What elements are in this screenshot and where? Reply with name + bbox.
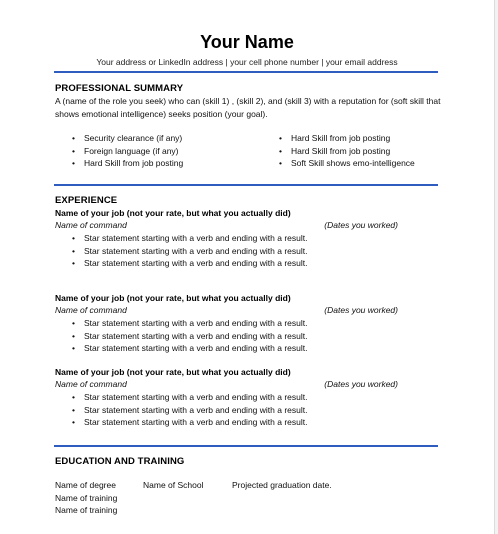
bullet-icon: • bbox=[72, 145, 75, 156]
degree-name: Name of degree bbox=[55, 480, 116, 490]
bullet-icon: • bbox=[72, 404, 75, 415]
list-item: • Hard Skill from job posting bbox=[279, 133, 391, 143]
bullet-icon: • bbox=[72, 245, 75, 256]
bullet-icon: • bbox=[72, 417, 75, 427]
job-title: Name of your job (not your rate, but what you actually did) bbox=[55, 293, 291, 303]
list-item: • Star statement starting with a verb and ending with a result. bbox=[72, 233, 308, 243]
job-title: Name of your job (not your rate, but what you actually did) bbox=[55, 367, 291, 377]
summary-heading: PROFESSIONAL SUMMARY bbox=[55, 83, 184, 94]
job-dates: (Dates you worked) bbox=[324, 379, 398, 389]
list-item: • Hard Skill from job posting bbox=[72, 158, 184, 168]
list-item: • Foreign language (if any) bbox=[72, 145, 179, 156]
training-name: Name of training bbox=[55, 505, 118, 515]
list-item: • Star statement starting with a verb and ending with a result. bbox=[72, 343, 308, 353]
experience-heading: EXPERIENCE bbox=[55, 195, 118, 206]
bullet-icon: • bbox=[72, 233, 75, 243]
bullet-icon: • bbox=[72, 133, 75, 143]
bullet-icon: • bbox=[72, 158, 75, 168]
bullet-icon: • bbox=[279, 158, 282, 168]
section-rule bbox=[54, 184, 438, 186]
page-edge bbox=[494, 0, 498, 534]
list-item: • Star statement starting with a verb and ending with a result. bbox=[72, 258, 308, 268]
contact-line: Your address or LinkedIn address | your cell phone number | your email address bbox=[96, 57, 398, 67]
list-item: • Star statement starting with a verb and ending with a result. bbox=[72, 318, 308, 328]
section-rule bbox=[54, 71, 438, 73]
school-name: Name of School bbox=[143, 480, 204, 490]
job-bullets bbox=[70, 232, 307, 270]
bullet-icon: • bbox=[72, 392, 75, 402]
job-bullets bbox=[70, 317, 307, 355]
list-item: • Star statement starting with a verb and ending with a result. bbox=[72, 404, 308, 415]
training-name: Name of training bbox=[55, 493, 118, 503]
list-item: • Star statement starting with a verb and ending with a result. bbox=[72, 330, 308, 341]
job-title: Name of your job (not your rate, but what you actually did) bbox=[55, 208, 291, 218]
list-item: • Star statement starting with a verb and ending with a result. bbox=[72, 245, 308, 256]
list-item: • Soft Skill shows emo-intelligence bbox=[279, 158, 415, 168]
job-dates: (Dates you worked) bbox=[324, 305, 398, 315]
bullet-icon: • bbox=[279, 145, 282, 156]
job-command: Name of command (Dates you worked) bbox=[55, 220, 398, 230]
graduation-date: Projected graduation date. bbox=[232, 480, 332, 490]
list-item: • Star statement starting with a verb and ending with a result. bbox=[72, 417, 308, 427]
job-command: Name of command (Dates you worked) bbox=[55, 305, 398, 315]
job-bullets bbox=[70, 391, 307, 429]
bullet-icon: • bbox=[72, 343, 75, 353]
bullet-icon: • bbox=[72, 330, 75, 341]
education-heading: EDUCATION AND TRAINING bbox=[55, 456, 185, 467]
bullet-icon: • bbox=[72, 258, 75, 268]
bullet-icon: • bbox=[279, 133, 282, 143]
summary-bullets-right bbox=[277, 132, 415, 170]
bullet-icon: • bbox=[72, 318, 75, 328]
list-item: • Hard Skill from job posting bbox=[279, 145, 391, 156]
job-command: Name of command (Dates you worked) bbox=[55, 379, 398, 389]
list-item: • Security clearance (if any) bbox=[72, 133, 183, 143]
section-rule bbox=[54, 445, 438, 447]
summary-bullets-left bbox=[70, 132, 183, 170]
resume-name: Your Name bbox=[200, 32, 294, 52]
summary-text: A (name of the role you seek) who can (skill 1) , (skill 2), and (skill 3) with a reputation for (soft skill that shows emotional intelligence) seeks position (your goal). bbox=[55, 96, 441, 119]
job-dates: (Dates you worked) bbox=[324, 220, 398, 230]
list-item: • Star statement starting with a verb and ending with a result. bbox=[72, 392, 308, 402]
